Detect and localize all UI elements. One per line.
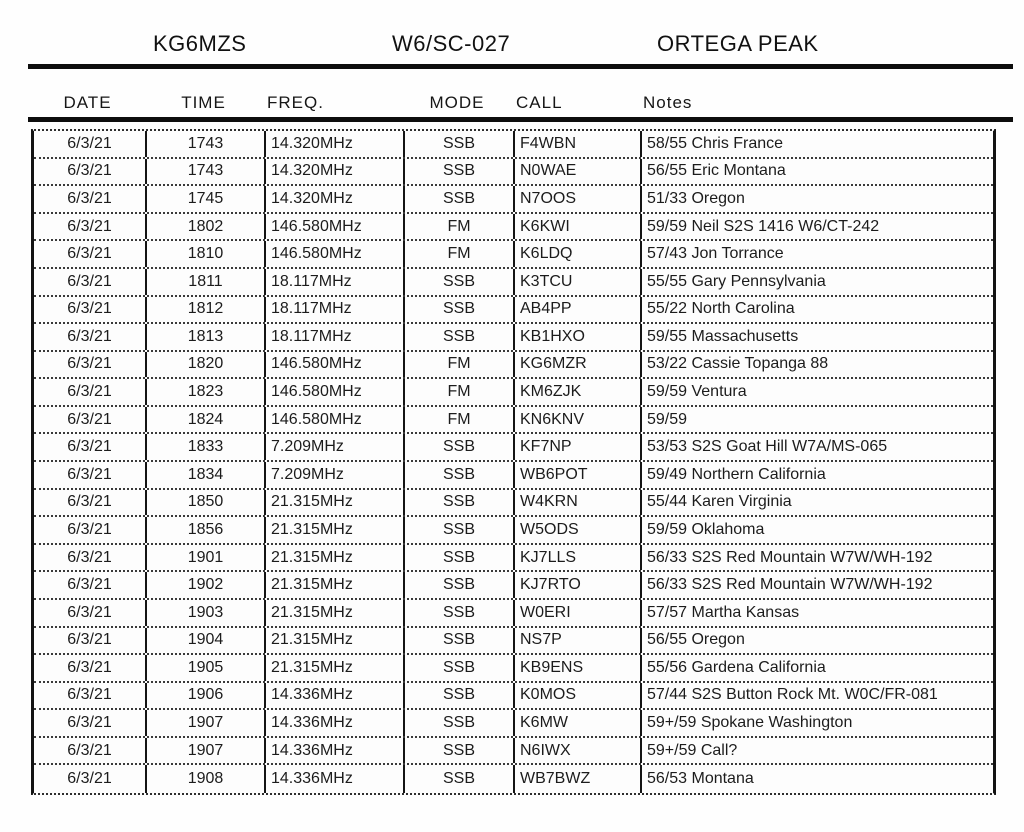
cell-time: 1856 xyxy=(145,517,264,543)
cell-date: 6/3/21 xyxy=(67,410,112,428)
cell-date: 6/3/21 xyxy=(67,770,112,788)
log-row xyxy=(34,600,993,628)
summit-reference: W6/SC-027 xyxy=(392,31,511,56)
cell-time: 1905 xyxy=(145,655,264,681)
cell-date: 6/3/21 xyxy=(67,272,112,290)
cell-call: F4WBN xyxy=(513,131,640,157)
cell-call: KJ7RTO xyxy=(513,572,640,598)
title-row xyxy=(0,31,1024,57)
cell-notes: 53/53 S2S Goat Hill W7A/MS-065 xyxy=(640,434,993,460)
column-header-date: DATE xyxy=(63,93,112,112)
cell-mode: SSB xyxy=(403,297,513,323)
cell-freq: 14.320MHz xyxy=(264,186,403,212)
cell-freq: 21.315MHz xyxy=(264,490,403,516)
cell-notes: 59/59 xyxy=(640,407,993,433)
cell-date: 6/3/21 xyxy=(67,741,112,759)
cell-call: K6KWI xyxy=(513,214,640,240)
cell-mode: FM xyxy=(403,241,513,267)
cell-date: 6/3/21 xyxy=(67,686,112,704)
cell-call: K6MW xyxy=(513,710,640,736)
operator-callsign: KG6MZS xyxy=(153,31,247,56)
cell-notes: 56/55 Oregon xyxy=(640,628,993,654)
log-row xyxy=(34,297,993,325)
cell-freq: 21.315MHz xyxy=(264,628,403,654)
log-row xyxy=(34,352,993,380)
cell-date: 6/3/21 xyxy=(67,355,112,373)
cell-freq: 18.117MHz xyxy=(264,297,403,323)
cell-notes: 59/49 Northern California xyxy=(640,462,993,488)
cell-mode: SSB xyxy=(403,545,513,571)
cell-notes: 53/22 Cassie Topanga 88 xyxy=(640,352,993,378)
cell-time: 1824 xyxy=(145,407,264,433)
cell-notes: 55/44 Karen Virginia xyxy=(640,490,993,516)
cell-freq: 146.580MHz xyxy=(264,407,403,433)
cell-mode: SSB xyxy=(403,683,513,709)
cell-notes: 57/43 Jon Torrance xyxy=(640,241,993,267)
cell-freq: 14.336MHz xyxy=(264,765,403,793)
cell-time: 1908 xyxy=(145,765,264,793)
log-table xyxy=(31,129,996,795)
cell-date: 6/3/21 xyxy=(67,162,112,180)
cell-date: 6/3/21 xyxy=(67,520,112,538)
log-row xyxy=(34,683,993,711)
cell-mode: SSB xyxy=(403,434,513,460)
cell-freq: 21.315MHz xyxy=(264,600,403,626)
cell-mode: SSB xyxy=(403,655,513,681)
cell-mode: SSB xyxy=(403,269,513,295)
cell-freq: 146.580MHz xyxy=(264,214,403,240)
cell-freq: 14.336MHz xyxy=(264,683,403,709)
log-row xyxy=(34,545,993,573)
cell-time: 1903 xyxy=(145,600,264,626)
cell-call: WB7BWZ xyxy=(513,765,640,793)
cell-notes: 56/33 S2S Red Mountain W7W/WH-192 xyxy=(640,545,993,571)
column-header-notes: Notes xyxy=(643,93,693,112)
cell-date: 6/3/21 xyxy=(67,245,112,263)
cell-call: NS7P xyxy=(513,628,640,654)
cell-call: W5ODS xyxy=(513,517,640,543)
cell-call: K6LDQ xyxy=(513,241,640,267)
cell-time: 1820 xyxy=(145,352,264,378)
cell-mode: SSB xyxy=(403,765,513,793)
log-row xyxy=(34,159,993,187)
cell-freq: 14.320MHz xyxy=(264,131,403,157)
cell-mode: SSB xyxy=(403,490,513,516)
cell-date: 6/3/21 xyxy=(67,217,112,235)
cell-time: 1810 xyxy=(145,241,264,267)
cell-mode: SSB xyxy=(403,738,513,764)
cell-date: 6/3/21 xyxy=(67,189,112,207)
cell-call: KB9ENS xyxy=(513,655,640,681)
cell-freq: 14.320MHz xyxy=(264,159,403,185)
cell-date: 6/3/21 xyxy=(67,548,112,566)
cell-time: 1907 xyxy=(145,738,264,764)
cell-freq: 7.209MHz xyxy=(264,434,403,460)
cell-notes: 55/22 North Carolina xyxy=(640,297,993,323)
cell-notes: 56/33 S2S Red Mountain W7W/WH-192 xyxy=(640,572,993,598)
cell-date: 6/3/21 xyxy=(67,465,112,483)
cell-call: W4KRN xyxy=(513,490,640,516)
cell-mode: SSB xyxy=(403,710,513,736)
cell-time: 1850 xyxy=(145,490,264,516)
cell-date: 6/3/21 xyxy=(67,493,112,511)
cell-time: 1813 xyxy=(145,324,264,350)
cell-call: KG6MZR xyxy=(513,352,640,378)
cell-date: 6/3/21 xyxy=(67,327,112,345)
cell-time: 1743 xyxy=(145,159,264,185)
cell-time: 1833 xyxy=(145,434,264,460)
cell-freq: 21.315MHz xyxy=(264,545,403,571)
cell-notes: 59/59 Oklahoma xyxy=(640,517,993,543)
cell-date: 6/3/21 xyxy=(67,576,112,594)
column-header-call: CALL xyxy=(516,93,563,112)
cell-call: K0MOS xyxy=(513,683,640,709)
cell-mode: SSB xyxy=(403,517,513,543)
cell-time: 1802 xyxy=(145,214,264,240)
cell-time: 1823 xyxy=(145,379,264,405)
cell-date: 6/3/21 xyxy=(67,631,112,649)
cell-notes: 59/59 Neil S2S 1416 W6/CT-242 xyxy=(640,214,993,240)
cell-date: 6/3/21 xyxy=(67,383,112,401)
cell-call: KF7NP xyxy=(513,434,640,460)
cell-freq: 18.117MHz xyxy=(264,324,403,350)
cell-notes: 57/44 S2S Button Rock Mt. W0C/FR-081 xyxy=(640,683,993,709)
cell-time: 1904 xyxy=(145,628,264,654)
log-row xyxy=(34,186,993,214)
cell-time: 1812 xyxy=(145,297,264,323)
cell-mode: SSB xyxy=(403,324,513,350)
cell-time: 1811 xyxy=(145,269,264,295)
cell-freq: 18.117MHz xyxy=(264,269,403,295)
log-row xyxy=(34,572,993,600)
cell-call: W0ERI xyxy=(513,600,640,626)
cell-notes: 55/55 Gary Pennsylvania xyxy=(640,269,993,295)
cell-mode: SSB xyxy=(403,572,513,598)
cell-mode: FM xyxy=(403,214,513,240)
cell-notes: 56/53 Montana xyxy=(640,765,993,793)
cell-freq: 146.580MHz xyxy=(264,352,403,378)
cell-time: 1901 xyxy=(145,545,264,571)
cell-notes: 55/56 Gardena California xyxy=(640,655,993,681)
cell-notes: 57/57 Martha Kansas xyxy=(640,600,993,626)
cell-mode: FM xyxy=(403,379,513,405)
cell-call: KN6KNV xyxy=(513,407,640,433)
cell-freq: 21.315MHz xyxy=(264,517,403,543)
cell-call: KJ7LLS xyxy=(513,545,640,571)
cell-notes: 51/33 Oregon xyxy=(640,186,993,212)
cell-mode: FM xyxy=(403,352,513,378)
log-row xyxy=(34,462,993,490)
cell-mode: SSB xyxy=(403,628,513,654)
log-row xyxy=(34,131,993,159)
cell-mode: FM xyxy=(403,407,513,433)
column-header-row xyxy=(31,91,996,115)
cell-date: 6/3/21 xyxy=(67,658,112,676)
cell-freq: 7.209MHz xyxy=(264,462,403,488)
log-row xyxy=(34,710,993,738)
cell-notes: 56/55 Eric Montana xyxy=(640,159,993,185)
log-row xyxy=(34,324,993,352)
log-row xyxy=(34,765,993,793)
cell-notes: 59+/59 Spokane Washington xyxy=(640,710,993,736)
cell-notes: 59/55 Massachusetts xyxy=(640,324,993,350)
cell-date: 6/3/21 xyxy=(67,714,112,732)
cell-call: KM6ZJK xyxy=(513,379,640,405)
log-row xyxy=(34,214,993,242)
cell-mode: SSB xyxy=(403,600,513,626)
log-row xyxy=(34,738,993,766)
cell-freq: 21.315MHz xyxy=(264,655,403,681)
cell-time: 1907 xyxy=(145,710,264,736)
cell-time: 1906 xyxy=(145,683,264,709)
cell-call: N7OOS xyxy=(513,186,640,212)
cell-date: 6/3/21 xyxy=(67,603,112,621)
cell-time: 1743 xyxy=(145,131,264,157)
log-row xyxy=(34,379,993,407)
cell-freq: 14.336MHz xyxy=(264,738,403,764)
column-header-time: TIME xyxy=(181,93,226,112)
cell-notes: 58/55 Chris France xyxy=(640,131,993,157)
cell-notes: 59+/59 Call? xyxy=(640,738,993,764)
log-row xyxy=(34,407,993,435)
cell-call: WB6POT xyxy=(513,462,640,488)
cell-date: 6/3/21 xyxy=(67,300,112,318)
cell-freq: 146.580MHz xyxy=(264,379,403,405)
cell-call: AB4PP xyxy=(513,297,640,323)
cell-date: 6/3/21 xyxy=(67,134,112,152)
cell-time: 1834 xyxy=(145,462,264,488)
cell-time: 1902 xyxy=(145,572,264,598)
summit-name: ORTEGA PEAK xyxy=(657,31,819,56)
log-row xyxy=(34,655,993,683)
cell-mode: SSB xyxy=(403,186,513,212)
log-row xyxy=(34,517,993,545)
log-row xyxy=(34,269,993,297)
header-rule-bottom xyxy=(28,117,1013,122)
cell-freq: 21.315MHz xyxy=(264,572,403,598)
cell-freq: 146.580MHz xyxy=(264,241,403,267)
cell-call: N0WAE xyxy=(513,159,640,185)
log-row xyxy=(34,490,993,518)
cell-mode: SSB xyxy=(403,462,513,488)
cell-freq: 14.336MHz xyxy=(264,710,403,736)
cell-date: 6/3/21 xyxy=(67,438,112,456)
log-row xyxy=(34,628,993,656)
log-row xyxy=(34,434,993,462)
cell-time: 1745 xyxy=(145,186,264,212)
cell-call: K3TCU xyxy=(513,269,640,295)
header-rule-top xyxy=(28,64,1013,69)
cell-notes: 59/59 Ventura xyxy=(640,379,993,405)
column-header-mode: MODE xyxy=(429,93,485,112)
cell-mode: SSB xyxy=(403,131,513,157)
cell-mode: SSB xyxy=(403,159,513,185)
column-header-freq: FREQ. xyxy=(267,93,324,112)
cell-call: N6IWX xyxy=(513,738,640,764)
cell-call: KB1HXO xyxy=(513,324,640,350)
log-row xyxy=(34,241,993,269)
